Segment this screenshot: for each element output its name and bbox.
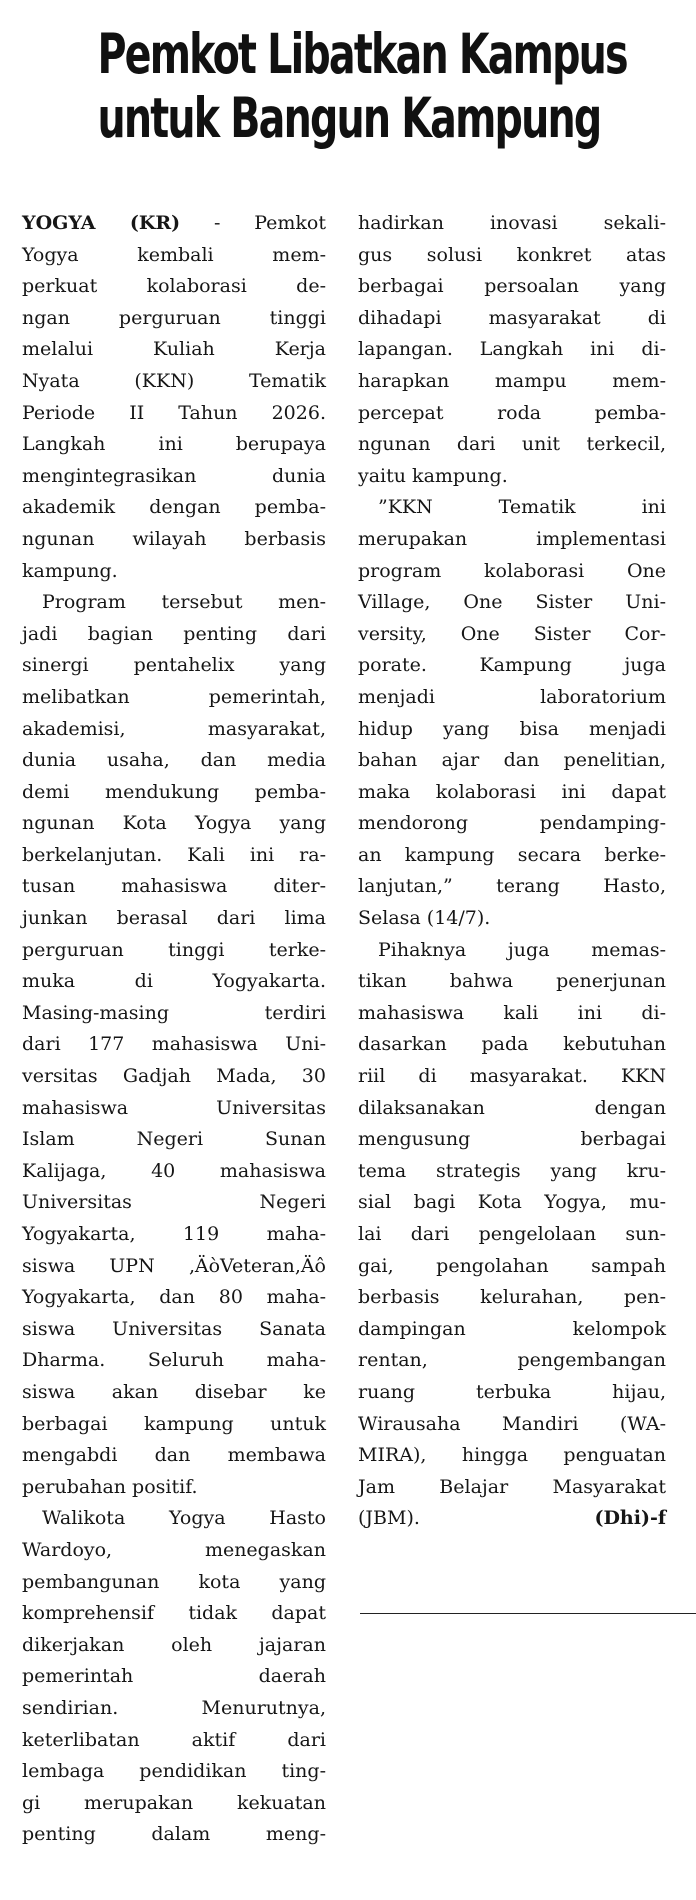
- line-text: mahasiswa Universitas: [22, 1096, 326, 1119]
- headline-line-1: Pemkot Libatkan Kampus: [97, 22, 627, 86]
- text-line: [358, 1314, 666, 1346]
- dateline: YOGYA (KR): [22, 212, 181, 234]
- line-text: dihadapi masyarakat di: [358, 306, 666, 329]
- line-text: harapkan mampu mem-: [358, 369, 666, 392]
- text-line: [358, 1156, 666, 1188]
- line-text: Yogya kembali mem-: [22, 243, 326, 266]
- line-text: siswa akan disebar ke: [22, 1380, 326, 1403]
- headline-line-2: untuk Bangun Kampung: [97, 86, 601, 150]
- text-line: [22, 1156, 326, 1188]
- text-line: [22, 1409, 326, 1441]
- line-text: Village, One Sister Uni-: [358, 591, 666, 614]
- text-line: [358, 1503, 666, 1535]
- line-text: mendorong pendamping-: [358, 812, 666, 835]
- line-text: sinergi pentahelix yang: [22, 654, 326, 677]
- line-text: Langkah ini berupaya: [22, 433, 326, 456]
- line-text: riil di masyarakat. KKN: [358, 1065, 666, 1088]
- text-line: [22, 461, 326, 493]
- line-text: lai dari pengelolaan sun-: [358, 1223, 666, 1245]
- text-line: [22, 1093, 326, 1125]
- text-line: [22, 1725, 326, 1757]
- text-line: [22, 208, 326, 240]
- text-line: [358, 1187, 666, 1219]
- text-line: [22, 1124, 326, 1156]
- line-text: keterlibatan aktif dari: [22, 1728, 326, 1751]
- line-text: Yogyakarta, 119 maha-: [22, 1223, 326, 1245]
- line-text: hidup yang bisa menjadi: [358, 717, 666, 740]
- text-line: [22, 1251, 326, 1283]
- article-column-left: [22, 208, 326, 1851]
- line-text: sial bagi Kota Yogya, mu-: [358, 1191, 666, 1214]
- line-text: merupakan implementasi: [358, 527, 666, 550]
- text-line: [358, 777, 666, 809]
- text-line: [22, 1314, 326, 1346]
- line-text: Dharma. Seluruh maha-: [22, 1349, 326, 1372]
- text-line: [358, 271, 666, 303]
- line-text: muka di Yogyakarta.: [22, 970, 326, 993]
- text-line: [22, 1567, 326, 1599]
- line-text: perubahan positif.: [22, 1475, 198, 1498]
- line-text: perkuat kolaborasi de-: [22, 275, 326, 298]
- text-line: [358, 1409, 666, 1441]
- line-text: berkelanjutan. Kali ini ra-: [22, 843, 326, 866]
- text-line: [22, 366, 326, 398]
- line-text: porate. Kampung juga: [358, 654, 666, 677]
- line-text: an kampung secara berke-: [358, 843, 666, 866]
- text-line: [22, 966, 326, 998]
- text-line: [22, 1377, 326, 1409]
- text-line: [22, 1535, 326, 1567]
- text-line: [358, 935, 666, 967]
- line-text: Periode II Tahun 2026.: [22, 401, 326, 424]
- line-text: pemerintah daerah: [22, 1665, 326, 1688]
- text-line: [358, 871, 666, 903]
- article-headline: [0, 22, 696, 150]
- text-line: [22, 240, 326, 272]
- line-text: Wardoyo, menegaskan: [22, 1538, 326, 1561]
- line-text: Walikota Yogya Hasto: [42, 1507, 326, 1530]
- text-line: [22, 1819, 326, 1851]
- line-text: ngunan Kota Yogya yang: [22, 812, 326, 835]
- line-text: Pihaknya juga memas-: [378, 938, 666, 961]
- text-line: [358, 1061, 666, 1093]
- text-line: [358, 840, 666, 872]
- line-text: penting dalam meng-: [22, 1823, 326, 1846]
- text-line: [358, 1093, 666, 1125]
- line-text: rentan, pengembangan: [358, 1349, 666, 1372]
- text-line: [358, 745, 666, 777]
- line-text: ngunan dari unit terkecil,: [358, 433, 666, 456]
- line-text: dilaksanakan dengan: [358, 1096, 666, 1119]
- line-text: lapangan. Langkah ini di-: [358, 338, 666, 361]
- text-line: [358, 714, 666, 746]
- text-line: [358, 650, 666, 682]
- text-line: [358, 619, 666, 651]
- text-line: [358, 1345, 666, 1377]
- line-text: dasarkan pada kebutuhan: [358, 1033, 666, 1056]
- line-text: lembaga pendidikan ting-: [22, 1760, 326, 1783]
- text-line: [358, 240, 666, 272]
- line-text: Kalijaga, 40 mahasiswa: [22, 1159, 326, 1182]
- text-line: [358, 682, 666, 714]
- article-column-right: [358, 208, 666, 1535]
- text-line: [358, 398, 666, 430]
- line-text: dunia usaha, dan media: [22, 749, 326, 772]
- text-line: [22, 1661, 326, 1693]
- author-signature: (Dhi)-f: [594, 1507, 666, 1530]
- line-text: dikerjakan oleh jajaran: [22, 1633, 326, 1656]
- text-line: [358, 429, 666, 461]
- text-line: [358, 966, 666, 998]
- line-text: kampung.: [22, 559, 118, 582]
- text-line: [358, 334, 666, 366]
- line-text: gus solusi konkret atas: [358, 243, 666, 266]
- text-line: [358, 492, 666, 524]
- line-text: berbagai persoalan yang: [358, 275, 666, 298]
- text-line: [22, 1693, 326, 1725]
- line-text: (JBM).: [358, 1507, 420, 1530]
- line-text: melalui Kuliah Kerja: [22, 338, 326, 361]
- line-text: percepat roda pemba-: [358, 401, 666, 424]
- text-line: [22, 1756, 326, 1788]
- line-text: junkan berasal dari lima: [22, 907, 326, 930]
- text-line: [22, 303, 326, 335]
- text-line: [358, 1251, 666, 1283]
- text-line: [22, 587, 326, 619]
- text-line: [22, 840, 326, 872]
- text-line: [358, 998, 666, 1030]
- text-line: [22, 619, 326, 651]
- line-text: siswa Universitas Sanata: [22, 1317, 326, 1340]
- line-text: gi merupakan kekuatan: [22, 1791, 326, 1814]
- line-text: ngan perguruan tinggi: [22, 306, 326, 329]
- line-text: Universitas Negeri: [22, 1191, 326, 1214]
- text-line: [22, 1472, 326, 1504]
- line-text: program kolaborasi One: [358, 559, 666, 582]
- text-line: [22, 1598, 326, 1630]
- text-line: [22, 777, 326, 809]
- line-text: akademik dengan pemba-: [22, 496, 326, 519]
- text-line: [22, 492, 326, 524]
- text-line: [358, 1377, 666, 1409]
- line-text: Program tersebut men-: [42, 591, 326, 614]
- line-text: bahan ajar dan penelitian,: [358, 749, 666, 772]
- text-line: [22, 556, 326, 588]
- line-text: ”KKN Tematik ini: [378, 496, 666, 519]
- line-text: perguruan tinggi terke-: [22, 938, 326, 961]
- text-line: [358, 303, 666, 335]
- line-text: menjadi laboratorium: [358, 685, 666, 708]
- text-line: [358, 366, 666, 398]
- line-text: ngunan wilayah berbasis: [22, 527, 326, 550]
- line-text: Selasa (14/7).: [358, 907, 491, 930]
- text-line: [22, 1440, 326, 1472]
- line-text: ruang terbuka hijau,: [358, 1380, 666, 1403]
- line-text: Yogyakarta, dan 80 maha-: [22, 1286, 326, 1309]
- text-line: [22, 1187, 326, 1219]
- text-line: [358, 1440, 666, 1472]
- line-text: mengabdi dan membawa: [22, 1444, 326, 1467]
- text-line: [22, 1345, 326, 1377]
- text-line: [358, 524, 666, 556]
- text-line: [22, 1029, 326, 1061]
- text-line: [22, 871, 326, 903]
- text-line: [22, 271, 326, 303]
- line-text: maka kolaborasi ini dapat: [358, 780, 666, 803]
- line-text: melibatkan pemerintah,: [22, 685, 326, 708]
- text-line: [358, 903, 666, 935]
- article-end-rule: [360, 1613, 696, 1614]
- line-text: pembangunan kota yang: [22, 1570, 326, 1593]
- line-text: Masing-masing terdiri: [22, 1001, 326, 1024]
- text-line: [22, 808, 326, 840]
- text-line: [22, 334, 326, 366]
- line-text: - Pemkot: [180, 212, 326, 234]
- text-line: [358, 1124, 666, 1156]
- text-line: [22, 650, 326, 682]
- line-text: lanjutan,” terang Hasto,: [358, 875, 666, 898]
- line-text: akademisi, masyarakat,: [22, 717, 326, 740]
- line-text: sendirian. Menurutnya,: [22, 1696, 326, 1719]
- text-line: [358, 461, 666, 493]
- line-text: mengusung berbagai: [358, 1128, 666, 1151]
- line-text: versitas Gadjah Mada, 30: [22, 1065, 326, 1088]
- text-line: [22, 998, 326, 1030]
- text-line: [22, 524, 326, 556]
- text-line: [358, 208, 666, 240]
- text-line: [358, 1282, 666, 1314]
- text-line: [22, 935, 326, 967]
- line-text: Jam Belajar Masyarakat: [358, 1475, 666, 1498]
- line-text: tikan bahwa penerjunan: [358, 970, 666, 993]
- line-text: siswa UPN ‚ÄòVeteran‚Äô: [22, 1254, 326, 1277]
- text-line: [22, 429, 326, 461]
- text-line: [22, 398, 326, 430]
- line-text: dampingan kelompok: [358, 1317, 666, 1340]
- text-line: [358, 808, 666, 840]
- line-text: MIRA), hingga penguatan: [358, 1444, 666, 1467]
- line-text: demi mendukung pemba-: [22, 780, 326, 803]
- line-text: gai, pengolahan sampah: [358, 1254, 666, 1277]
- text-line: [358, 1029, 666, 1061]
- line-text: hadirkan inovasi sekali-: [358, 212, 666, 234]
- line-text: mahasiswa kali ini di-: [358, 1001, 666, 1024]
- text-line: [22, 1061, 326, 1093]
- line-text: Wirausaha Mandiri (WA-: [358, 1412, 666, 1435]
- line-text: mengintegrasikan dunia: [22, 464, 326, 487]
- text-line: [22, 1282, 326, 1314]
- line-text: tema strategis yang kru-: [358, 1159, 666, 1182]
- text-line: [22, 714, 326, 746]
- text-line: [22, 1219, 326, 1251]
- line-text: yaitu kampung.: [358, 464, 508, 487]
- text-line: [22, 1788, 326, 1820]
- line-text: versity, One Sister Cor-: [358, 622, 666, 645]
- text-line: [22, 682, 326, 714]
- line-text: komprehensif tidak dapat: [22, 1602, 326, 1625]
- text-line: [22, 903, 326, 935]
- line-text: Nyata (KKN) Tematik: [22, 369, 326, 392]
- text-line: [358, 556, 666, 588]
- text-line: [358, 587, 666, 619]
- text-line: [358, 1219, 666, 1251]
- line-text: tusan mahasiswa diter-: [22, 875, 326, 898]
- text-line: [22, 745, 326, 777]
- text-line: [22, 1503, 326, 1535]
- line-text: berbagai kampung untuk: [22, 1412, 326, 1435]
- text-line: [358, 1472, 666, 1504]
- line-text: Islam Negeri Sunan: [22, 1128, 326, 1151]
- line-text: berbasis kelurahan, pen-: [358, 1286, 666, 1309]
- line-text: jadi bagian penting dari: [22, 622, 326, 645]
- line-text: dari 177 mahasiswa Uni-: [22, 1033, 326, 1056]
- text-line: [22, 1630, 326, 1662]
